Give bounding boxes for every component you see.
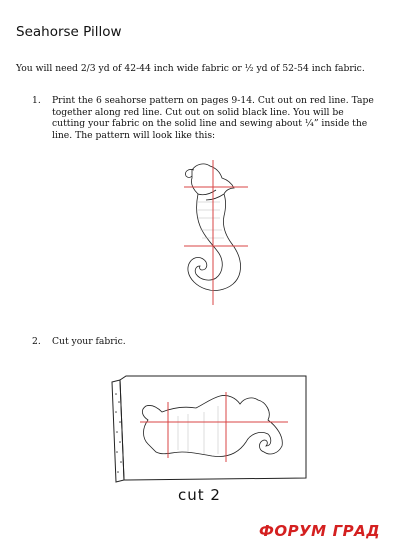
cut-label: cut 2: [178, 486, 221, 504]
step-number: 2.: [32, 336, 41, 347]
step-line: together along red line. Cut out on solid black line. You will be: [52, 106, 344, 118]
step-line: cutting your fabric on the solid line and sewing about ¼” inside the: [52, 118, 368, 130]
step-number: 1.: [32, 95, 41, 106]
step-line: Cut your fabric.: [52, 336, 126, 347]
intro-text: You will need 2/3 yd of 42-44 inch wide fabric or ½ yd of 52-54 inch fabric.: [16, 63, 365, 74]
fabric-cutting-figure: [108, 372, 308, 484]
seahorse-pattern-figure: [170, 160, 250, 305]
step-line: line. The pattern will look like this:: [52, 129, 216, 141]
step-line: Print the 6 seahorse pattern on pages 9-14. Cut out on red line. Tape: [52, 95, 374, 106]
site-logo: [259, 522, 380, 540]
logo-word-2: ГРАД: [332, 522, 381, 540]
logo-word-1: ФОРУМ: [259, 522, 327, 540]
step-text: [52, 95, 397, 141]
page-title: Seahorse Pillow: [16, 24, 122, 40]
step-text: [52, 336, 126, 348]
